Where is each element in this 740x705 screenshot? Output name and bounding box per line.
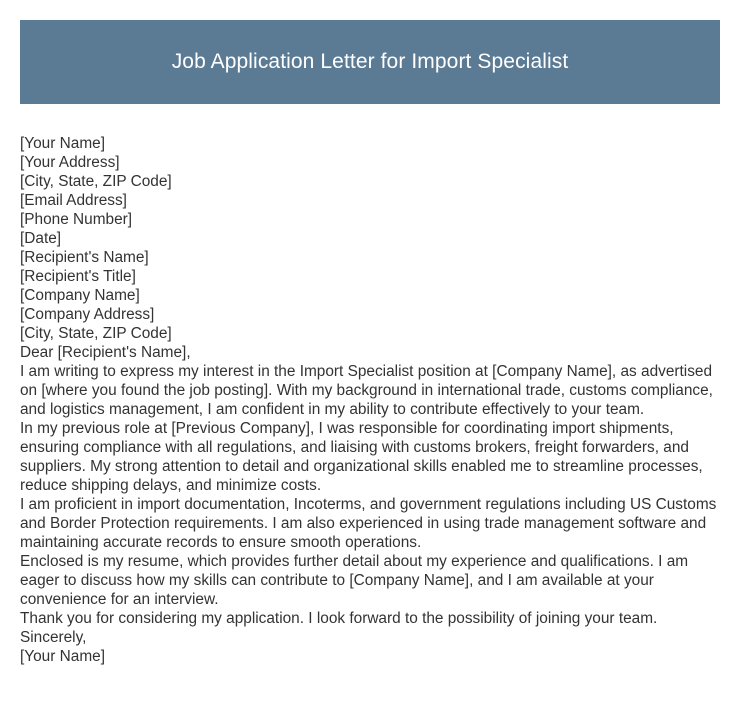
paragraph-skills: I am proficient in import documentation, Incoterms, and government regulations including US Customs and Border Protection requirements. I am also experienced in using trade management software and maintaining accurate records to ensure smooth operations.	[20, 496, 717, 551]
paragraph-thanks: Thank you for considering my application. I look forward to the possibility of joining your team.	[20, 610, 658, 627]
closing: Sincerely,	[20, 629, 87, 646]
sender-address: [Your Address]	[20, 154, 120, 171]
sender-name: [Your Name]	[20, 135, 105, 152]
company-address: [Company Address]	[20, 306, 155, 323]
company-name: [Company Name]	[20, 287, 140, 304]
paragraph-experience: In my previous role at [Previous Company], I was responsible for coordinating import shipments, ensuring compliance with all regulations, and liaising with customs brokers, freight forwarders, and suppliers. My strong attention to detail and organizational skills enabled me to streamline processes, reduce shipping delays, and minimize costs.	[20, 420, 703, 494]
recipient-title: [Recipient's Title]	[20, 268, 136, 285]
recipient-name: [Recipient's Name]	[20, 249, 149, 266]
salutation: Dear [Recipient's Name],	[20, 344, 191, 361]
paragraph-introduction: I am writing to express my interest in the Import Specialist position at [Company Name], as advertised on [where you found the job posting]. With my background in international trade, customs compliance, and logistics management, I am confident in my ability to contribute effectively to your team.	[20, 363, 713, 418]
company-city-state-zip: [City, State, ZIP Code]	[20, 325, 172, 342]
sender-phone: [Phone Number]	[20, 211, 133, 228]
page-title: Job Application Letter for Import Specialist	[171, 50, 569, 73]
letter-header	[20, 20, 720, 104]
paragraph-enclosure: Enclosed is my resume, which provides further detail about my experience and qualifications. I am eager to discuss how my skills can contribute to [Company Name], and I am available at your convenience for an interview.	[20, 553, 689, 608]
sender-city-state-zip: [City, State, ZIP Code]	[20, 173, 172, 190]
letter-date: [Date]	[20, 230, 62, 247]
letter-body	[20, 134, 725, 666]
signature: [Your Name]	[20, 648, 105, 665]
sender-email: [Email Address]	[20, 192, 127, 209]
